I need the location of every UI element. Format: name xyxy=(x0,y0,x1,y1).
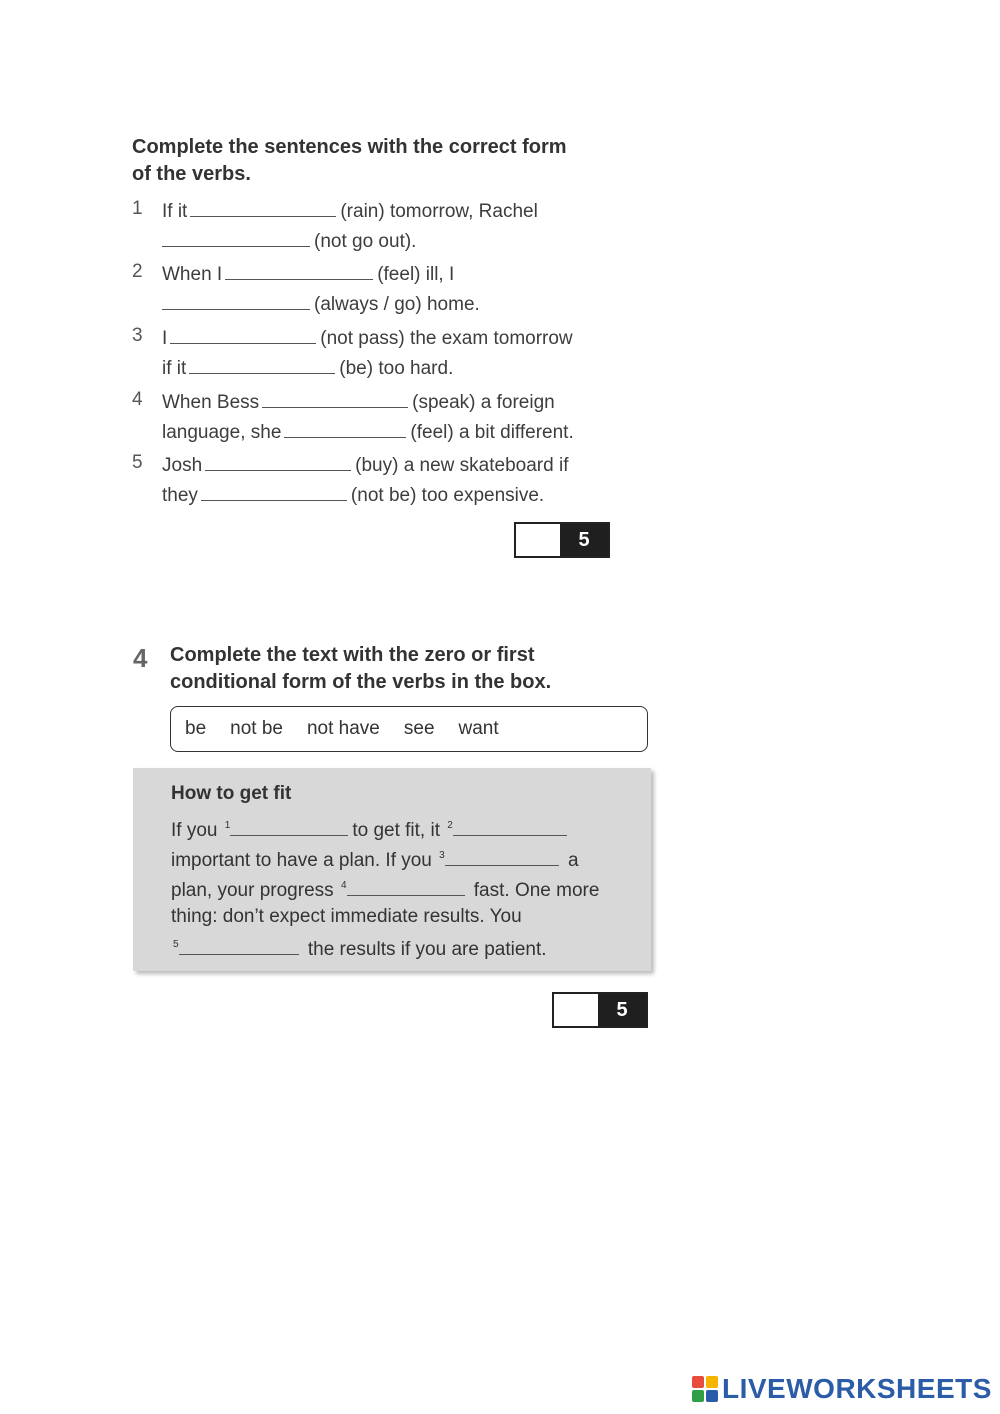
score-input[interactable] xyxy=(554,994,598,1026)
answer-blank[interactable] xyxy=(262,389,408,408)
exercise-3-heading xyxy=(132,134,567,188)
exercise-4-heading-line2: conditional form of the verbs in the box. xyxy=(170,671,552,693)
item-number: 3 xyxy=(132,325,143,346)
item-1-line1: If it (rain) tomorrow, Rachel xyxy=(162,198,538,223)
answer-blank[interactable] xyxy=(162,228,310,247)
text-line-3: plan, your progress $^4$ fast. One more xyxy=(171,877,599,902)
word-option: not have xyxy=(306,718,380,739)
logo-square xyxy=(706,1376,718,1388)
answer-blank[interactable] xyxy=(445,847,559,866)
word-option: want xyxy=(458,718,499,739)
exercise-4-heading-line1: Complete the text with the zero or first xyxy=(170,644,535,666)
exercise-3-heading-line1: Complete the sentences with the correct form xyxy=(132,136,567,158)
text-line-5: $^5$ the results if you are patient. xyxy=(171,936,547,961)
score-box xyxy=(552,992,648,1028)
item-3-line2: if it (be) too hard. xyxy=(162,355,453,380)
answer-blank[interactable] xyxy=(179,936,299,955)
text-title: How to get fit xyxy=(171,783,292,804)
answer-blank[interactable] xyxy=(189,355,335,374)
exercise-3-heading-line2: of the verbs. xyxy=(132,163,251,185)
item-2-line2: (always / go) home. xyxy=(159,291,480,316)
word-option: see xyxy=(403,718,435,739)
item-2-line1: When I (feel) ill, I xyxy=(162,261,454,286)
answer-blank[interactable] xyxy=(162,291,310,310)
item-5-line1: Josh (buy) a new skateboard if xyxy=(162,452,568,477)
answer-blank[interactable] xyxy=(284,419,406,438)
logo-square xyxy=(692,1390,704,1402)
text-line-1: If you $^1$ to get fit, it $^2$ xyxy=(171,817,571,842)
answer-blank[interactable] xyxy=(205,452,351,471)
answer-blank[interactable] xyxy=(170,325,316,344)
text-panel xyxy=(133,768,651,971)
item-number: 1 xyxy=(132,198,143,219)
logo-mark-icon xyxy=(692,1376,718,1402)
item-3-line1: I (not pass) the exam tomorrow xyxy=(162,325,573,350)
answer-blank[interactable] xyxy=(453,817,567,836)
item-number: 4 xyxy=(132,389,143,410)
brand-name: LIVEWORKSHEETS xyxy=(722,1373,992,1404)
score-total: 5 xyxy=(560,524,608,556)
word-box xyxy=(170,706,648,752)
score-total: 5 xyxy=(598,994,646,1026)
item-number: 2 xyxy=(132,261,143,282)
word-option: be xyxy=(185,718,207,739)
logo-square xyxy=(706,1390,718,1402)
answer-blank[interactable] xyxy=(347,877,465,896)
item-1-line2: (not go out). xyxy=(159,228,416,253)
word-option: not be xyxy=(230,718,283,739)
item-4-line1: When Bess (speak) a foreign xyxy=(162,389,555,414)
item-5-line2: they (not be) too expensive. xyxy=(162,482,544,507)
exercise-4-heading xyxy=(170,642,551,696)
item-number: 5 xyxy=(132,452,143,473)
text-line-4: thing: don’t expect immediate results. You xyxy=(171,906,522,927)
answer-blank[interactable] xyxy=(190,198,336,217)
logo-square xyxy=(692,1376,704,1388)
answer-blank[interactable] xyxy=(201,482,347,501)
score-box xyxy=(514,522,610,558)
score-input[interactable] xyxy=(516,524,560,556)
item-4-line2: language, she (feel) a bit different. xyxy=(162,419,574,444)
answer-blank[interactable] xyxy=(230,817,348,836)
liveworksheets-logo xyxy=(692,1373,992,1405)
text-line-2: important to have a plan. If you $^3$ a xyxy=(171,847,579,872)
exercise-number: 4 xyxy=(133,643,148,673)
answer-blank[interactable] xyxy=(225,261,373,280)
